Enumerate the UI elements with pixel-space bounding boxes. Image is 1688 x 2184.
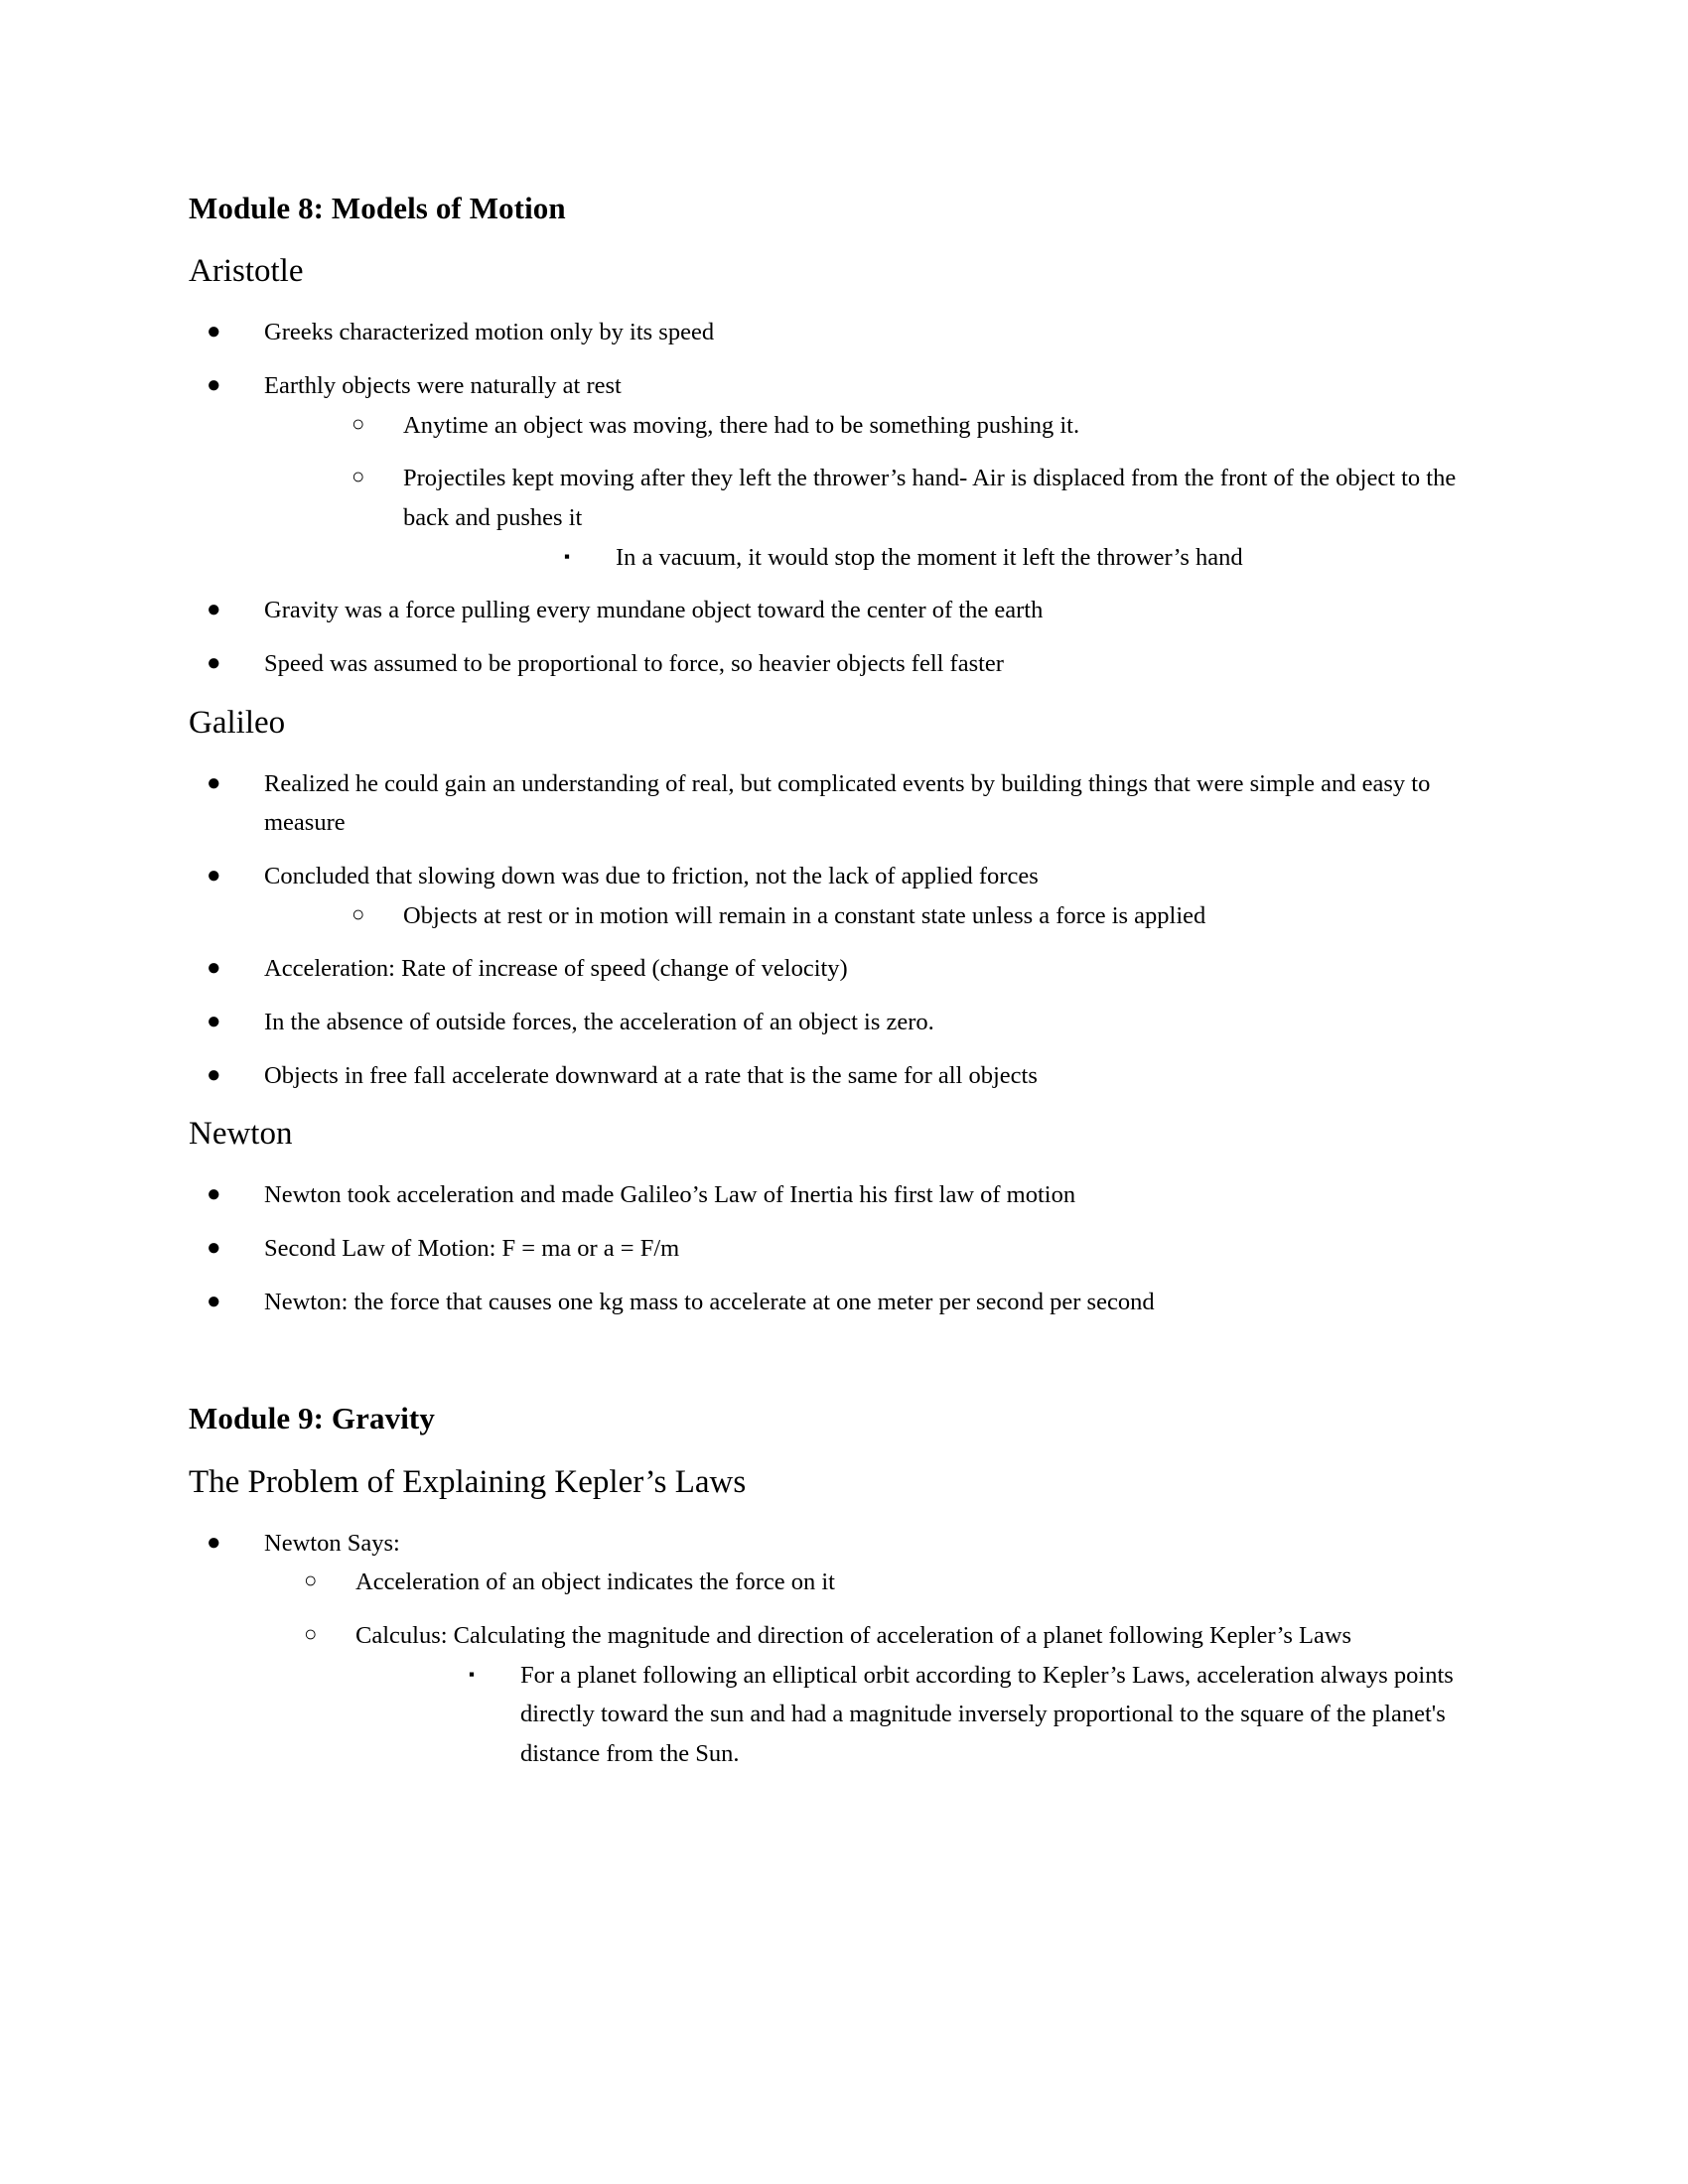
list-item-text: Objects in free fall accelerate downward at a rate that is the same for all objects [264,1061,1038,1089]
list-item-text: Newton: the force that causes one kg mass to accelerate at one meter per second per second [264,1288,1155,1315]
list-item [207,949,1489,989]
document-body [189,189,1489,1774]
aristotle-bullet-list [189,313,1489,684]
disc-bullet-icon: ● [207,1061,221,1088]
list-item [467,1656,1489,1774]
list-item-text: Concluded that slowing down was due to friction, not the lack of applied forces [264,862,1039,889]
list-item [207,764,1489,843]
list-item [207,1003,1489,1042]
circle-bullet-icon: ○ [352,464,365,489]
disc-bullet-icon: ● [207,862,221,888]
circle-bullet-icon: ○ [352,410,365,436]
aristotle-heading: Aristotle [189,253,304,290]
list-item [207,591,1489,630]
list-item-text: Newton took acceleration and made Galileo’s Law of Inertia his first law of motion [264,1181,1076,1209]
list-item-text: In the absence of outside forces, the acceleration of an object is zero. [264,1009,934,1036]
list-item-text: Speed was assumed to be proportional to force, so heavier objects fell faster [264,650,1004,677]
nested-bullet-list [264,1563,1489,1773]
list-item [207,1229,1489,1269]
keplers-laws-problem-heading: The Problem of Explaining Kepler’s Laws [189,1463,747,1500]
list-item [304,1563,1489,1602]
list-item-text: Acceleration of an object indicates the force on it [355,1569,835,1596]
list-item-text: Newton Says: [264,1529,400,1557]
disc-bullet-icon: ● [207,1288,221,1314]
disc-bullet-icon: ● [207,650,221,676]
disc-bullet-icon: ● [207,371,221,398]
list-item-text: Earthly objects were naturally at rest [264,371,622,399]
list-item-text: Realized he could gain an understanding of real, but complicated events by building things that were simple and easy to measure [264,769,1431,837]
list-item [207,644,1489,684]
disc-bullet-icon: ● [207,1009,221,1035]
galileo-bullet-list [189,764,1489,1096]
list-item [562,538,1489,578]
circle-bullet-icon: ○ [352,900,365,926]
list-item-text: Second Law of Motion: F = ma or a = F/m [264,1234,680,1262]
disc-bullet-icon: ● [207,955,221,982]
circle-bullet-icon: ○ [304,1620,318,1646]
list-item-text: Acceleration: Rate of increase of speed (change of velocity) [264,955,848,983]
module-8-heading: Module 8: Models of Motion [189,191,566,225]
nested-bullet-list [264,406,1489,578]
list-item [352,896,1489,936]
newton-bullet-list [189,1175,1489,1321]
nested-bullet-list [264,896,1489,936]
list-item-text: Projectiles kept moving after they left the thrower’s hand- Air is displaced from the front of the object to the back and pushes it [403,465,1457,531]
module-9-heading: Module 9: Gravity [189,1401,435,1436]
nested-bullet-list [403,538,1489,578]
list-item [304,1616,1489,1774]
list-item [207,1524,1489,1774]
keplers-laws-bullet-list [189,1524,1489,1774]
disc-bullet-icon: ● [207,1529,221,1556]
square-bullet-icon: ▪ [564,546,571,566]
square-bullet-icon: ▪ [469,1664,476,1684]
list-item [352,406,1489,446]
list-item-text: Gravity was a force pulling every mundane object toward the center of the earth [264,597,1044,624]
list-item [207,1283,1489,1322]
list-item-text: Anytime an object was moving, there had to be something pushing it. [403,411,1080,439]
circle-bullet-icon: ○ [304,1568,318,1593]
list-item-text: For a planet following an elliptical orbit according to Kepler’s Laws, acceleration always points directly toward the sun and had a magnitude inversely proportional to the square of the planet's distance from the Sun. [520,1661,1454,1767]
list-item-text: In a vacuum, it would stop the moment it left the thrower’s hand [616,543,1243,571]
list-item-text: Greeks characterized motion only by its speed [264,319,715,346]
nested-bullet-list [355,1656,1489,1774]
disc-bullet-icon: ● [207,597,221,623]
disc-bullet-icon: ● [207,319,221,345]
list-item [207,857,1489,935]
list-item [207,1175,1489,1215]
galileo-heading: Galileo [189,704,286,741]
disc-bullet-icon: ● [207,1181,221,1208]
disc-bullet-icon: ● [207,769,221,796]
list-item-text: Calculus: Calculating the magnitude and direction of acceleration of a planet following Kepler’s Laws [355,1621,1352,1649]
newton-heading: Newton [189,1116,293,1153]
disc-bullet-icon: ● [207,1234,221,1261]
list-item-text: Objects at rest or in motion will remain in a constant state unless a force is applied [403,901,1206,929]
list-item [207,313,1489,352]
list-item [352,459,1489,577]
list-item [207,1056,1489,1096]
list-item [207,366,1489,577]
